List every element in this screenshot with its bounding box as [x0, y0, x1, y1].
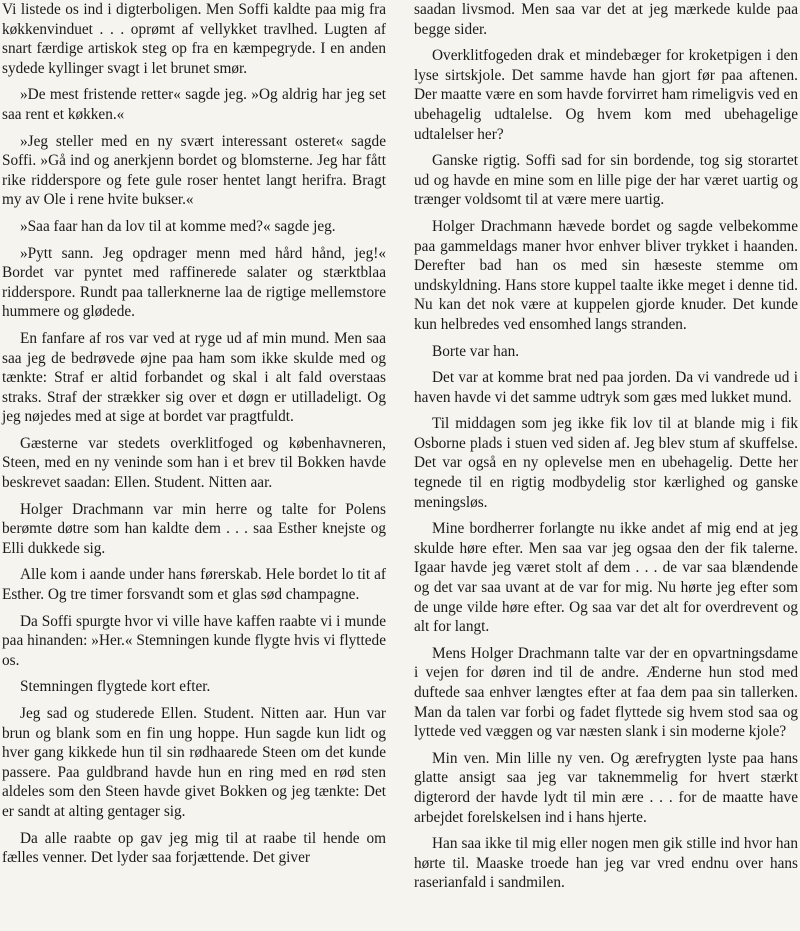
paragraph: saadan livsmod. Men saa var det at jeg mærkede kulde paa begge sider. — [414, 1, 798, 38]
paragraph: Overklitfogeden drak et mindebæger for kroketpigen i den lyse sirtskjole. Det samme havde han gjort før paa aftenen. Der maatte være en som havde forvirret ham rimeligvis ved en ubehagelig udtalelse. Og hvem kom med ubehagelige udtalelser her? — [414, 47, 798, 143]
paragraph: Holger Drachmann hævede bordet og sagde velbekomme paa gammeldags maner hvor enhver bliver trykket i haanden. Derefter bad han os med sin hæseste stemme om undskyldning. Hans store kuppel taalte ikke meget i denne tid. Nu kan det nok være at kuppelen gjorde knuder. Det kunde kun helbredes ved ensomhed langs stranden. — [414, 217, 798, 333]
paragraph: Holger Drachmann var min herre og talte for Polens berømte døtre som han kaldte dem . . . saa Esther knejste og Elli dukkede sig. — [2, 500, 386, 557]
paragraph: »Pytt sann. Jeg opdrager menn med hård hånd, jeg!« Bordet var pyntet med raffinerede salater og stærktblaa ridderspore. Rundt paa tallerknerne laa de rigtige mellemstore hummere og glødede. — [2, 244, 386, 321]
paragraph: »Jeg steller med en ny svært interessant osteret« sagde Soffi. »Gå ind og anerkjenn bordet og blomsterne. Jeg har fått rike ridderspore og fete gule roser hentet langt herifra. Bragt my av Ole i rene hvite bukser.« — [2, 132, 386, 209]
paragraph: Jeg sad og studerede Ellen. Student. Nitten aar. Hun var brun og blank som en fin ung hoppe. Hun sagde kun lidt og hver gang kikkede hun til sin rødhaarede Steen om det kunde passere. Paa guldbrand havde hun en ring med en rød sten aldeles som den Steen havde givet Bokken og jeg tænkte: Det er sandt at alting gentager sig. — [2, 705, 386, 820]
paragraph: »Saa faar han da lov til at komme med?« sagde jeg. — [20, 217, 336, 235]
paragraph: Mens Holger Drachmann talte var der en opvartningsdame i vejen for døren ind til de andre. Ænderne hun stod med duftede saa enhver længtes efter at faa dem paa sin tallerken. Man da talen var forbi og fadet flyttede sig hvem stod saa og lyttede ved væggen og var næsten slank i sin moderne kjole? — [414, 644, 798, 741]
left-column — [2, 0, 386, 875]
right-column — [414, 0, 798, 900]
paragraph: Borte var han. — [432, 342, 520, 360]
paragraph: Da alle raabte op gav jeg mig til at raabe til hende om fælles venner. Det lyder saa forjættende. Det giver — [2, 829, 386, 867]
paragraph: Vi listede os ind i digterboligen. Men Soffi kaldte paa mig fra køkkenvinduet . . . oprømt af vellykket travlhed. Lugten af snart færdige artiskok steg op fra en kæmpegryde. I en anden sydede kyllinger svagt i let brunet smør. — [2, 1, 386, 77]
paragraph: Stemningen flygtede kort efter. — [20, 678, 211, 696]
paragraph: »De mest fristende retter« sagde jeg. »Og aldrig har jeg set saa rent et køkken.« — [2, 86, 386, 123]
paragraph: Da Soffi spurgte hvor vi ville have kaffen raabte vi i munde paa hinanden: »Her.« Stemningen kunde flygte hvis vi flyttede os. — [2, 612, 386, 669]
paragraph: Til middagen som jeg ikke fik lov til at blande mig i fik Osborne plads i stuen ved siden af. Jeg blev stum af skuffelse. Det var også en ny oplevelse men en ubehagelig. Dette her tegnede til en rigtig modbydelig stor kærlighed og ganske meningsløs. — [414, 415, 798, 511]
paragraph: Alle kom i aande under hans førerskab. Hele bordet lo tit af Esther. Og tre timer forsvandt som et glas sød champagne. — [2, 566, 386, 604]
paragraph: En fanfare af ros var ved at ryge ud af min mund. Men saa saa jeg de bedrøvede øjne paa ham som ikke skulde med og tænkte: Straf er altid forbandet og skal i alt fald overstaas straks. Straf der strækker sig over et døgn er utilladeligt. Og jeg nøjedes med at sige at bordet var pragtfuldt. — [2, 329, 386, 426]
paragraph: Mine bordherrer forlangte nu ikke andet af mig end at jeg skulde høre efter. Men saa var jeg ogsaa den der fik talerne. Igaar havde jeg været stolt af dem . . . de var saa blændende og det var saa uvant at de var for mig. Nu hørte jeg efter som de unge vilde høre efter. Og saa var det alt for overdrevent og alt for langt. — [414, 520, 798, 636]
paragraph: Gæsterne var stedets overklitfoged og københavneren, Steen, med en ny veninde som han i et brev til Bokken havde beskrevet saadan: Ellen. Student. Nitten aar. — [2, 434, 386, 492]
paragraph: Min ven. Min lille ny ven. Og ærefrygten lyste paa hans glatte ansigt saa jeg var taknemmelig for hvert stærkt digterord der havde lydt til min ære . . . for de maatte have arbejdet forelskelsen ind i hans hjerte. — [414, 749, 798, 826]
paragraph: Det var at komme brat ned paa jorden. Da vi vandrede ud i haven havde vi det samme udtryk som gæs med lukket mund. — [414, 369, 798, 406]
paragraph: Ganske rigtig. Soffi sad for sin bordende, tog sig storartet ud og havde en mine som en lille pige der har været uartig og trænger voldsomt til at være mere uartig. — [414, 152, 798, 209]
paragraph: Han saa ikke til mig eller nogen men gik stille ind hvor han hørte til. Maaske troede han jeg var vred endnu over hans raserianfald i sandmilen. — [414, 835, 798, 892]
